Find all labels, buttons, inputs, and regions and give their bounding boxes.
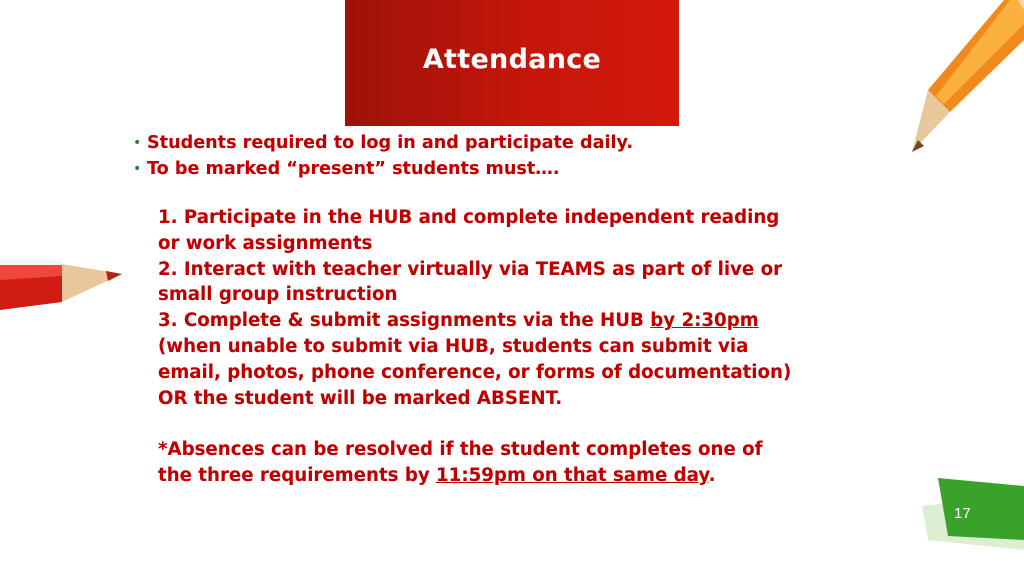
page-number: 17: [954, 505, 971, 522]
bullet-text: To be marked “present” students must….: [147, 159, 560, 179]
item-1-line-1: 1. Participate in the HUB and complete independent reading: [158, 207, 780, 228]
title-banner: [345, 0, 679, 126]
note-text: the three requirements by: [158, 464, 437, 486]
item-2-line-2: small group instruction: [158, 284, 398, 306]
pencil-orange-icon: [900, 0, 1024, 160]
bullet-list: [133, 130, 633, 182]
note-period: .: [708, 464, 716, 486]
spacer: [158, 411, 888, 437]
item-2-line-1: 2. Interact with teacher virtually via TEAMS as part of live or: [158, 258, 783, 280]
slide-title: Attendance: [422, 44, 602, 75]
bullet-dot-icon: •: [133, 161, 142, 177]
item-3-line-2: (when unable to submit via HUB, students can submit via: [158, 335, 749, 357]
item-3-line-4: OR the student will be marked ABSENT.: [158, 387, 563, 409]
note-line-1: *Absences can be resolved if the student completes one of: [158, 439, 763, 461]
pencil-red-icon: [0, 250, 130, 320]
note-line-2: [158, 463, 888, 489]
item-3-text: 3. Complete & submit assignments via the HUB: [158, 310, 651, 332]
bullet-item: [133, 156, 633, 182]
item-3-line-3: email, photos, phone conference, or forms of documentation): [158, 361, 792, 383]
item-3-line-1: [158, 308, 888, 334]
item-1-line-2: or work assignments: [158, 232, 373, 254]
resolve-deadline: 11:59pm on that same day: [436, 464, 709, 486]
bullet-item: [133, 130, 633, 156]
submission-deadline: by 2:30pm: [650, 310, 759, 332]
bullet-text: Students required to log in and participate daily.: [147, 133, 634, 153]
bullet-dot-icon: •: [133, 135, 142, 151]
page-number-tab: [922, 478, 1024, 550]
requirements-body: [158, 205, 888, 489]
